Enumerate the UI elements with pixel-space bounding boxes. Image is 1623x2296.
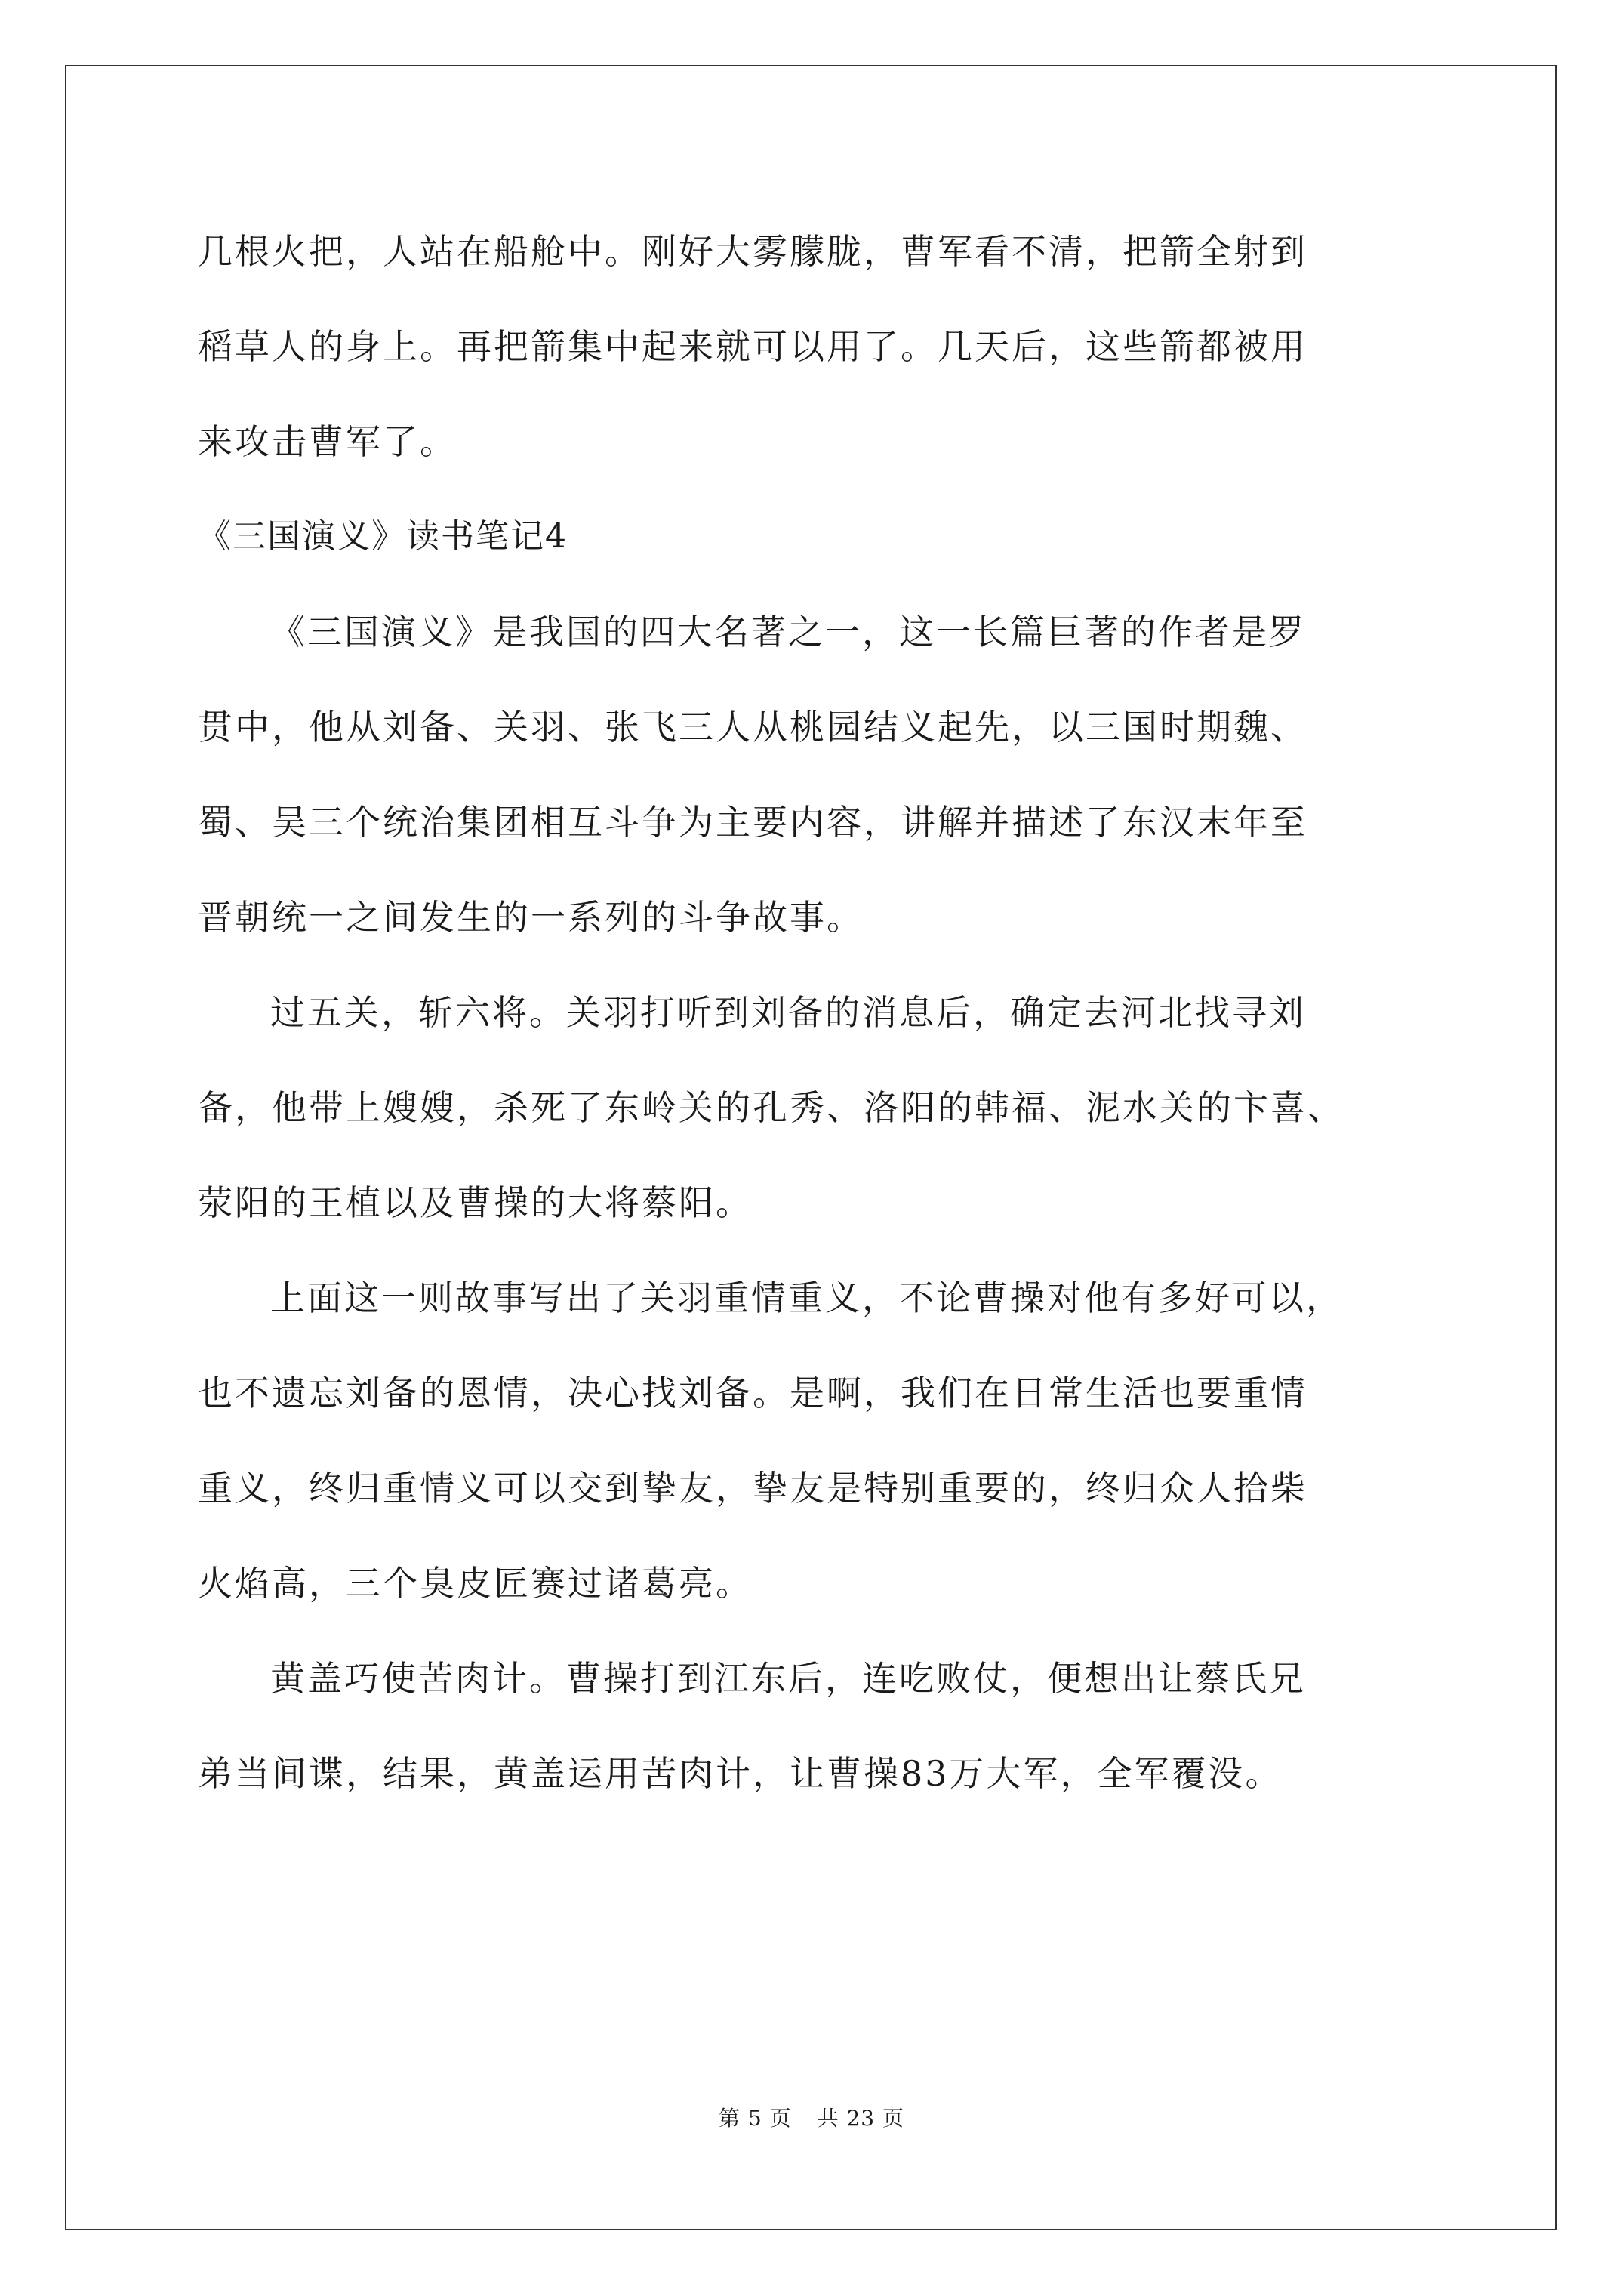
page-number: 第 5 页 xyxy=(718,2106,792,2131)
text-line: 贯中，他从刘备、关羽、张飞三人从桃园结义起先，以三国时期魏、 xyxy=(198,707,1307,747)
text-line: 重义，终归重情义可以交到挚友，挚友是特别重要的，终归众人拾柴 xyxy=(198,1468,1307,1509)
section-heading: 《三国演义》读书笔记4 xyxy=(198,517,568,556)
page-footer xyxy=(0,2102,1623,2132)
text-line: 弟当间谍，结果，黄盖运用苦肉计，让曹操83万大军，全军覆没。 xyxy=(198,1753,1283,1794)
text-line: 火焰高，三个臭皮匠赛过诸葛亮。 xyxy=(198,1563,753,1604)
text-line: 《三国演义》是我国的四大名著之一，这一长篇巨著的作者是罗 xyxy=(270,612,1306,652)
text-line: 来攻击曹军了。 xyxy=(198,421,457,462)
text-line: 备，他带上嫂嫂，杀死了东岭关的孔秀、洛阳的韩福、泥水关的卞喜、 xyxy=(198,1087,1344,1128)
text-line: 几根火把，人站在船舱中。刚好大雾朦胧，曹军看不清，把箭全射到 xyxy=(198,231,1307,272)
text-line: 也不遗忘刘备的恩情，决心找刘备。是啊，我们在日常生活也要重情 xyxy=(198,1373,1307,1413)
text-line: 晋朝统一之间发生的一系列的斗争故事。 xyxy=(198,897,864,938)
text-line: 蜀、吴三个统治集团相互斗争为主要内容，讲解并描述了东汉末年至 xyxy=(198,802,1307,843)
text-line: 上面这一则故事写出了关羽重情重义，不论曹操对他有多好可以， xyxy=(270,1277,1343,1318)
page-total: 共 23 页 xyxy=(817,2106,905,2131)
text-line: 黄盖巧使苦肉计。曹操打到江东后，连吃败仗，便想出让蔡氏兄 xyxy=(270,1658,1306,1699)
text-line: 稻草人的身上。再把箭集中起来就可以用了。几天后，这些箭都被用 xyxy=(198,326,1307,367)
document-body xyxy=(198,204,1436,1821)
text-line: 荥阳的王植以及曹操的大将蔡阳。 xyxy=(198,1182,753,1223)
text-line: 过五关，斩六将。关羽打听到刘备的消息后，确定去河北找寻刘 xyxy=(270,992,1306,1033)
